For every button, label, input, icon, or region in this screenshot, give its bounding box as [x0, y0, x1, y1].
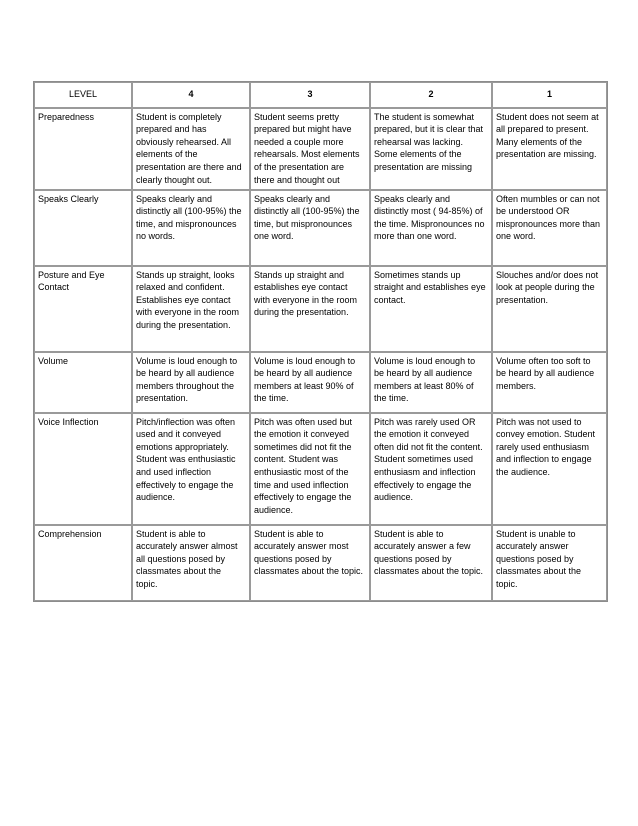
rubric-table: [33, 81, 608, 602]
criterion-cell: Preparedness: [34, 108, 132, 190]
criterion-cell: Speaks Clearly: [34, 190, 132, 266]
table-cell: Often mumbles or can not be understood OR mispronounces more than one word.: [492, 190, 607, 266]
header-3: 3: [250, 82, 370, 108]
table-cell: Pitch was rarely used OR the emotion it conveyed often did not fit the content. Student sometimes used enthusiasm and inflection effectively to engage the audience.: [370, 413, 492, 525]
criterion-cell: Posture and Eye Contact: [34, 266, 132, 352]
header-1: 1: [492, 82, 607, 108]
table-cell: Stands up straight, looks relaxed and confident. Establishes eye contact with everyone in the room during the presentation.: [132, 266, 250, 352]
criterion-cell: Comprehension: [34, 525, 132, 601]
table-cell: Student seems pretty prepared but might have needed a couple more rehearsals. Most elements of the presentation are there and thought out: [250, 108, 370, 190]
table-cell: Pitch was often used but the emotion it conveyed sometimes did not fit the content. Student was enthusiastic most of the time and used inflection effectively to engage the audience.: [250, 413, 370, 525]
table-cell: Volume is loud enough to be heard by all audience members at least 90% of the time.: [250, 352, 370, 413]
table-cell: Volume is loud enough to be heard by all audience members at least 80% of the time.: [370, 352, 492, 413]
table-row: [34, 266, 607, 352]
criterion-cell: Voice Inflection: [34, 413, 132, 525]
table-row: [34, 352, 607, 413]
table-cell: Speaks clearly and distinctly most ( 94-85%) of the time. Mispronounces no more than one word.: [370, 190, 492, 266]
header-row: [34, 82, 607, 108]
table-cell: Student is able to accurately answer a few questions posed by classmates about the topic.: [370, 525, 492, 601]
header-2: 2: [370, 82, 492, 108]
table-row: [34, 190, 607, 266]
table-cell: Volume is loud enough to be heard by all audience members throughout the presentation.: [132, 352, 250, 413]
table-cell: Sometimes stands up straight and establishes eye contact.: [370, 266, 492, 352]
table-cell: The student is somewhat prepared, but it is clear that rehearsal was lacking. Some elements of the presentation are missing: [370, 108, 492, 190]
table-cell: Student is completely prepared and has obviously rehearsed. All elements of the presentation are there and clearly thought out.: [132, 108, 250, 190]
table-cell: Pitch was not used to convey emotion. Student rarely used enthusiasm and inflection to engage the audience.: [492, 413, 607, 525]
header-4: 4: [132, 82, 250, 108]
table-cell: Stands up straight and establishes eye contact with everyone in the room during the presentation.: [250, 266, 370, 352]
header-level: LEVEL: [34, 82, 132, 108]
table-cell: Student does not seem at all prepared to present. Many elements of the presentation are missing.: [492, 108, 607, 190]
table-cell: Student is unable to accurately answer questions posed by classmates about the topic.: [492, 525, 607, 601]
table-cell: Speaks clearly and distinctly all (100-95%) the time, and mispronounces no words.: [132, 190, 250, 266]
table-row: [34, 108, 607, 190]
table-cell: Slouches and/or does not look at people during the presentation.: [492, 266, 607, 352]
table-cell: Speaks clearly and distinctly all (100-95%) the time, but mispronounces one word.: [250, 190, 370, 266]
table-cell: Volume often too soft to be heard by all audience members.: [492, 352, 607, 413]
table-row: [34, 413, 607, 525]
table-cell: Student is able to accurately answer almost all questions posed by classmates about the topic.: [132, 525, 250, 601]
table-cell: Pitch/inflection was often used and it conveyed emotions appropriately. Student was enthusiastic and used inflection effectively to engage the audience.: [132, 413, 250, 525]
table-cell: Student is able to accurately answer most questions posed by classmates about the topic.: [250, 525, 370, 601]
table-row: [34, 525, 607, 601]
criterion-cell: Volume: [34, 352, 132, 413]
